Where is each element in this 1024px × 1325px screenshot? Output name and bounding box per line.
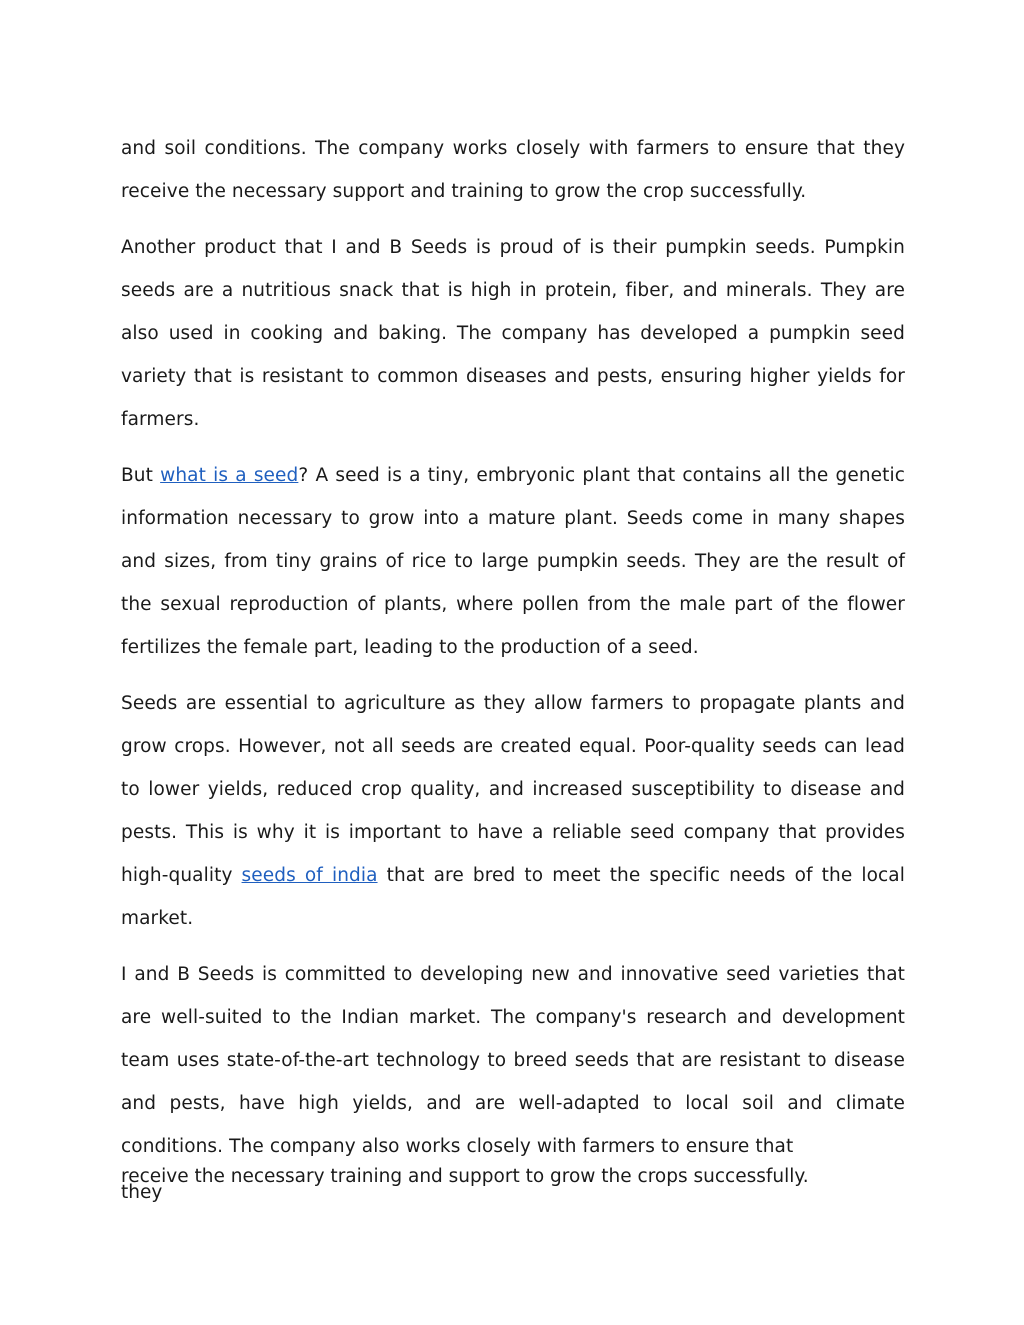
document-body	[121, 127, 905, 1181]
paragraph-text: Seeds are essential to agriculture as they allow farmers to propagate plants and grow crops. However, not all seeds are created equal. Poor-quality seeds can lead to lower yields, reduced crop quality, and increased susceptibility to disease and pests. This is why it is important to have a reliable seed company that provides high-quality	[121, 693, 905, 886]
paragraph-text: ? A seed is a tiny, embryonic plant that contains all the genetic information necessary to grow into a mature plant. Seeds come in many shapes and sizes, from tiny grains of rice to large pumpkin seeds. They are the result of the sexual reproduction of plants, where pollen from the male part of the flower fertilizes the female part, leading to the production of a seed.	[121, 465, 906, 658]
paragraph-soil-conditions: and soil conditions. The company works closely with farmers to ensure that they receive the necessary support and training to grow the crop successfully.	[121, 138, 905, 202]
paragraph-committed: I and B Seeds is committed to developing new and innovative seed varieties that are well-suited to the Indian market. The company's research and development team uses state-of-the-art technology to breed seeds that are resistant to disease and pests, have high yields, and are well-adapted to local soil and climate conditions. The company also works closely with farmers to ensure that	[121, 964, 905, 1157]
overlapping-text-line: receive the necessary training and support to grow the crops successfully.	[121, 1166, 809, 1187]
paragraph-what-is-a-seed	[121, 454, 905, 669]
paragraph-text: But	[121, 465, 161, 486]
paragraph-pumpkin-seeds: Another product that I and B Seeds is proud of is their pumpkin seeds. Pumpkin seeds are a nutritious snack that is high in protein, fiber, and minerals. They are also used in cooking and baking. The company has developed a pumpkin seed variety that is resistant to common diseases and pests, ensuring higher yields for farmers.	[121, 237, 905, 430]
overlapping-text-word: they	[121, 1182, 163, 1203]
paragraph-seeds-essential	[121, 682, 905, 940]
what-is-a-seed-link[interactable]: what is a seed	[160, 465, 299, 486]
seeds-of-india-link[interactable]: seeds of india	[241, 865, 378, 886]
paragraph-text: that are bred to meet the specific needs of the local market.	[121, 865, 905, 929]
